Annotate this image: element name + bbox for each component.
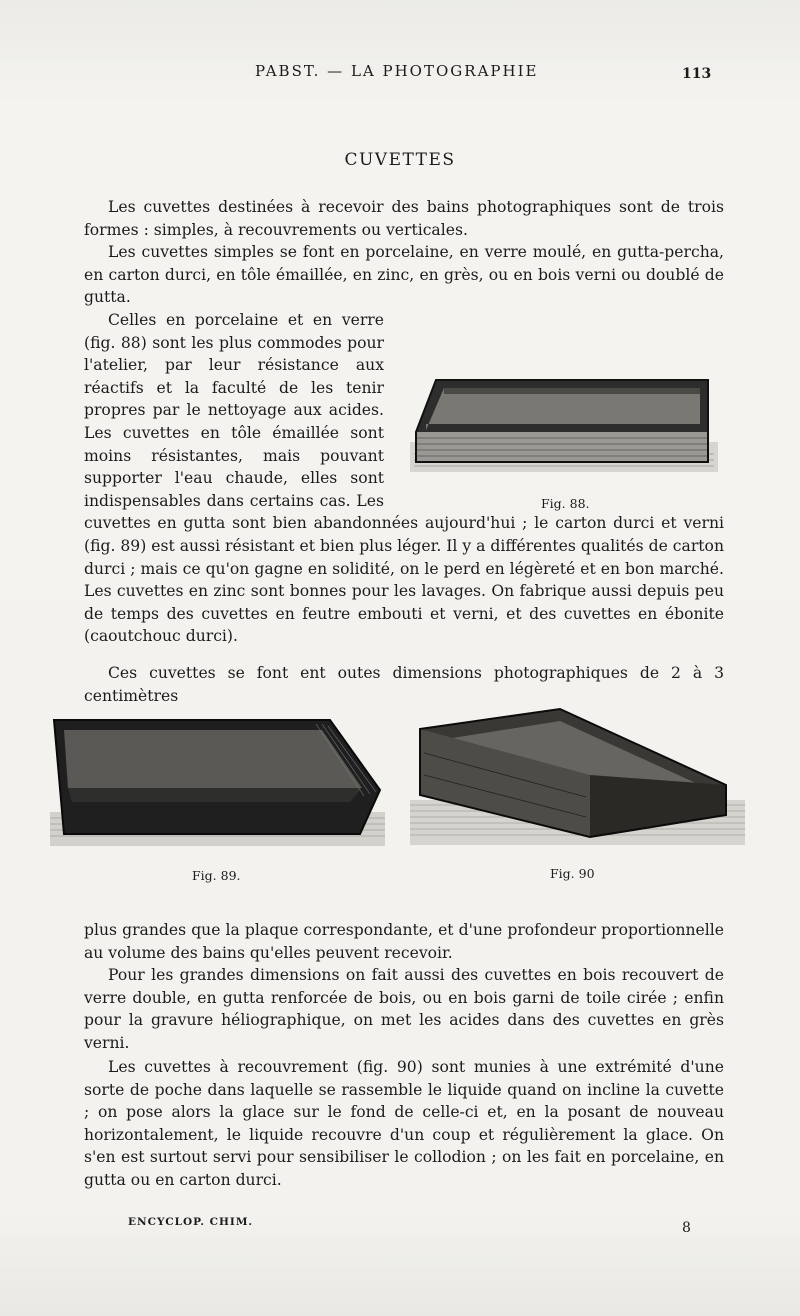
page-number: 113 — [682, 66, 712, 82]
paragraph-4-continued: plus grandes que la plaque correspondante, et d'une profondeur proportionnelle au volume des bains qu'elles peuvent recevoir. — [84, 921, 724, 962]
fig89-caption: Fig. 89. — [192, 868, 241, 883]
paragraph-5: Pour les grandes dimensions on fait aussi des cuvettes en bois recouvert de verre double, en gutta renforcée de bois, ou en bois garni de toile cirée ; enfin pour la gravure héliographique, on met les acides dans des cuvettes en grès verni. — [84, 966, 724, 1052]
running-title: PABST. — LA PHOTOGRAPHIE — [255, 62, 539, 80]
fig90-wooden-tray-illustration — [410, 705, 745, 853]
fig88-porcelain-tray-illustration — [404, 372, 724, 484]
paragraph-4: Ces cuvettes se font ent outes dimensions photographiques de 2 à 3 centimètres — [84, 664, 724, 705]
paragraph-2: Les cuvettes simples se font en porcelaine, en verre moulé, en gutta-percha, en carton durci, en tôle émaillée, en zinc, en grès, ou en bois verni ou doublé de gutta. — [84, 243, 724, 307]
signature-mark: ENCYCLOP. CHIM. — [128, 1216, 254, 1228]
fig90-caption: Fig. 90 — [550, 866, 595, 881]
gathering-number: 8 — [682, 1220, 691, 1236]
fig89-carton-tray-illustration — [50, 712, 385, 852]
fig88-caption: Fig. 88. — [541, 496, 590, 511]
section-title: CUVETTES — [344, 150, 456, 170]
paragraph-3-container — [84, 309, 724, 679]
running-head — [0, 62, 800, 86]
paragraph-1: Les cuvettes destinées à recevoir des bains photographiques sont de trois formes : simples, à recouvrements ou verticales. — [84, 198, 724, 239]
paragraph-3: Celles en porcelaine et en verre (fig. 88) sont les plus commodes pour l'atelier, par leur résistance aux réactifs et la faculté de les tenir propres par le nettoyage aux acides. Les cuvettes en tôle émaillée sont moins résistantes, mais pouvant supporter l'eau chaude, elles sont indispensables dans certains cas. Les cuvettes en gutta sont bien abandonnées aujourd'hui ; le carton durci et verni (fig. 89) est aussi résistant et bien plus léger. Il y a différentes qualités de carton durci ; mais ce qu'on gagne en solidité, on le perd en légèreté et en bon marché. Les cuvettes en zinc sont bonnes pour les lavages. On fabrique aussi depuis peu de temps des cuvettes en feutre embouti et verni, et des cuvettes en ébonite (caoutchouc durci). — [84, 311, 724, 646]
paragraph-6: Les cuvettes à recouvrement (fig. 90) sont munies à une extrémité d'une sorte de poche dans laquelle se rassemble le liquide quand on incline la cuvette ; on pose alors la glace sur le fond de celle-ci et, en la posant de nouveau horizontalement, le liquide recouvre d'un coup et régulièrement la glace. On s'en est surtout servi pour sensibiliser le collodion ; on les fait en porcelaine, en gutta ou en carton durci. — [84, 1058, 724, 1189]
